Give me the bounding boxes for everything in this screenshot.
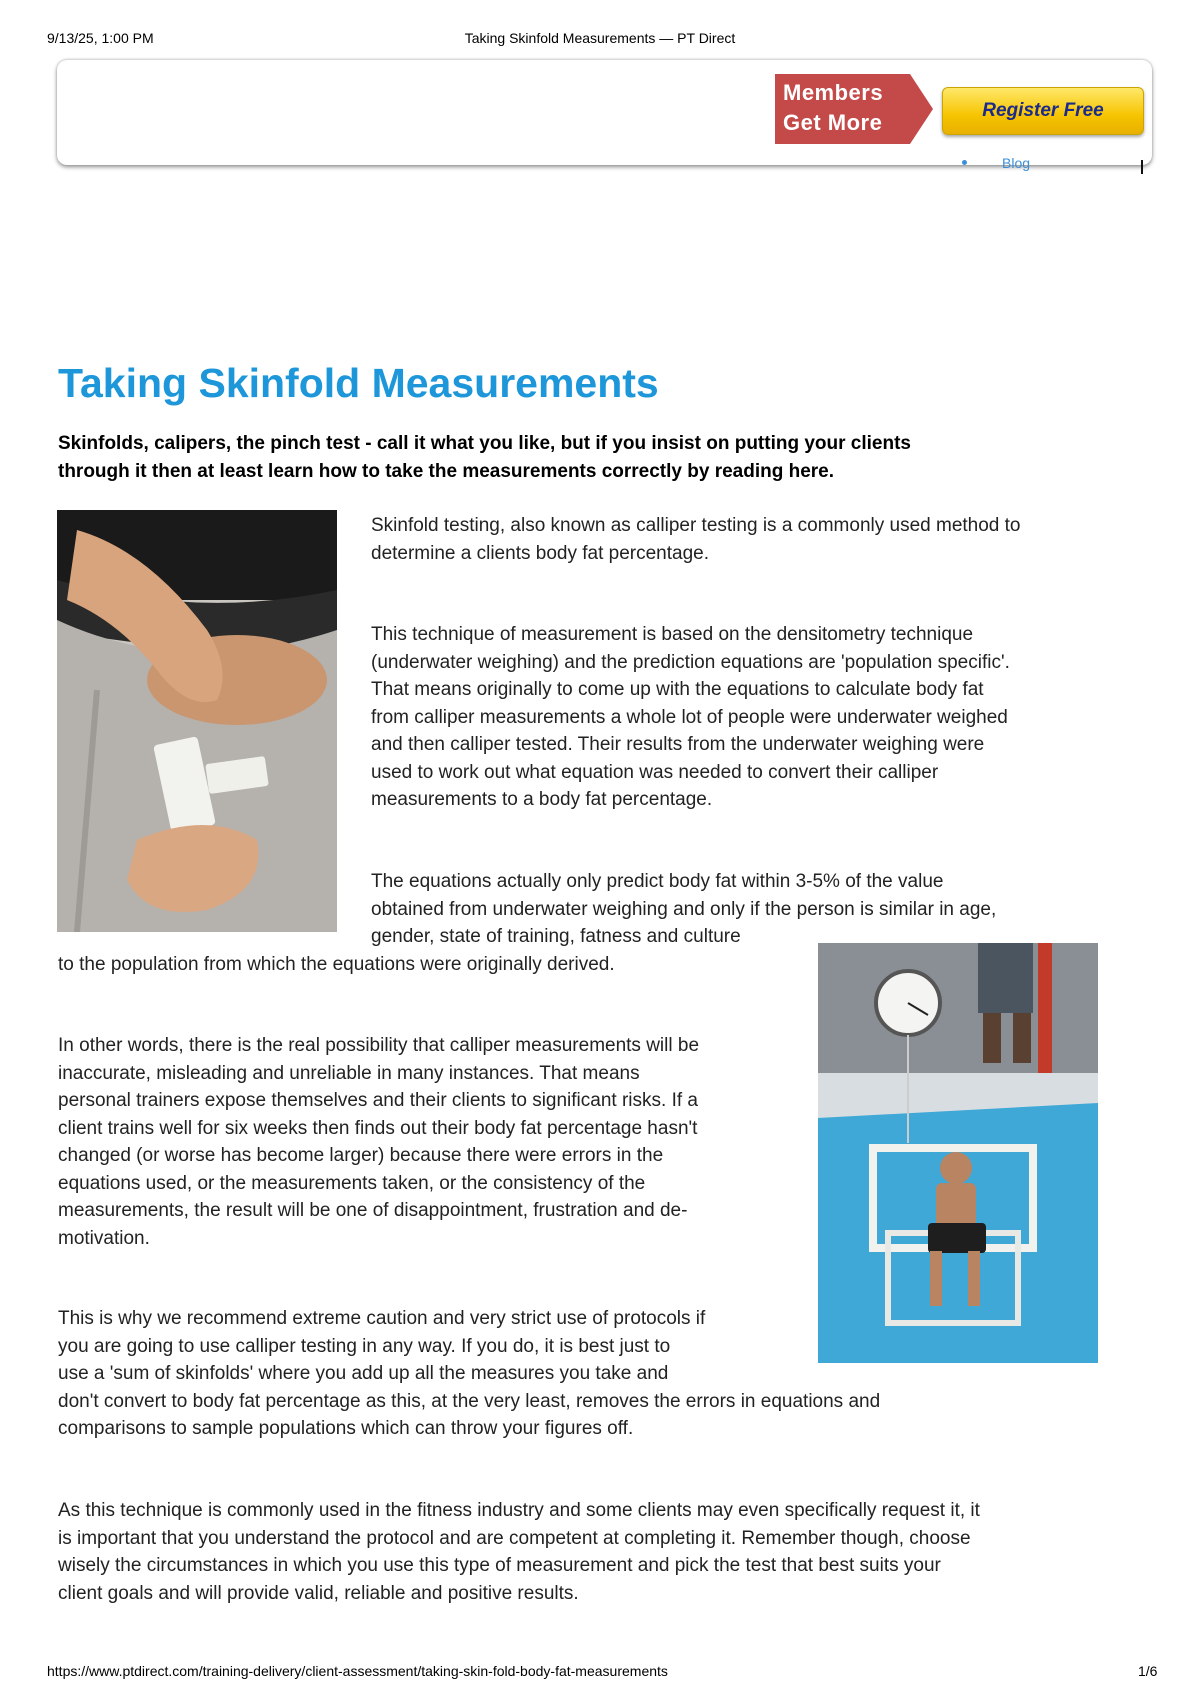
article-lead [58,430,1088,486]
text-line: This is why we recommend extreme caution and very strict use of protocols if [58,1308,706,1329]
members-badge-line2: Get More [783,110,883,135]
text-line: client goals and will provide valid, reliable and positive results. [58,1582,579,1604]
lead-line: through it then at least learn how to take the measurements correctly by reading here. [58,461,835,482]
text-line: (underwater weighing) and the prediction equations are 'population specific'. [371,651,1010,673]
text-line: to the population from which the equations were originally derived. [58,954,615,975]
text-line: used to work out what equation was needed to convert their calliper [371,761,939,783]
nav-link-blog[interactable]: Blog [1002,155,1031,171]
text-line: gender, state of training, fatness and culture [371,926,741,947]
text-line: client trains well for six weeks then finds out their body fat percentage hasn't [58,1117,698,1139]
text-line: from calliper measurements a whole lot of people were underwater weighed [371,706,1008,728]
text-line: Skinfold testing, also known as calliper testing is a commonly used method to [371,515,1021,536]
paragraph-accuracy [371,868,1131,951]
paragraph-intro [371,512,1131,567]
lead-line: Skinfolds, calipers, the pinch test - call it what you like, but if you insist on putting your clients [58,433,911,454]
text-line: obtained from underwater weighing and only if the person is similar in age, [371,898,997,920]
text-line: In other words, there is the real possibility that calliper measurements will be [58,1035,700,1056]
text-line: measurements, the result will be one of disappointment, frustration and de- [58,1200,688,1221]
print-url: https://www.ptdirect.com/training-delivery/client-assessment/taking-skin-fold-body-fat-measurements [47,1663,668,1679]
text-line: and then calliper tested. Their results from the underwater weighing were [371,734,985,755]
paragraph-technique [371,621,1131,814]
page-title: Taking Skinfold Measurements [58,360,659,406]
text-line: measurements to a body fat percentage. [371,789,713,810]
underwater-weighing-photo [818,943,1098,1363]
text-line: motivation. [58,1227,150,1249]
caliper-measurement-photo [57,510,337,932]
paragraph-recommendation [58,1305,1118,1443]
text-line: determine a clients body fat percentage. [371,542,709,564]
paragraph-protocol [58,1497,1118,1607]
text-line: comparisons to sample populations which can throw your figures off. [58,1418,634,1439]
text-line: you are going to use calliper testing in any way. If you do, it is best just to [58,1335,671,1357]
text-line: equations used, or the measurements taken, or the consistency of the [58,1172,646,1194]
nav-divider [1141,160,1143,174]
text-line: inaccurate, misleading and unreliable in many instances. That means [58,1062,640,1084]
text-line: don't convert to body fat percentage as this, at the very least, removes the errors in equations and [58,1390,881,1412]
text-line: personal trainers expose themselves and their clients to significant risks. If a [58,1090,698,1111]
text-line: This technique of measurement is based on the densitometry technique [371,624,974,645]
text-line: is important that you understand the protocol and are competent at completing it. Remember though, choose [58,1527,971,1549]
text-line: changed (or worse has become larger) because there were errors in the [58,1145,664,1166]
text-line: As this technique is commonly used in the fitness industry and some clients may even specifically request it, it [58,1500,980,1521]
members-badge-line1: Members [783,80,884,105]
members-get-more-badge[interactable] [775,74,935,144]
paragraph-risks [58,1032,798,1252]
text-line: use a 'sum of skinfolds' where you add up all the measures you take and [58,1363,669,1384]
print-page-title: Taking Skinfold Measurements — PT Direct [464,30,736,46]
nav-bullet-icon [962,160,967,165]
text-line: The equations actually only predict body fat within 3-5% of the value [371,871,944,892]
text-line: That means originally to come up with the equations to calculate body fat [371,679,984,700]
text-line: wisely the circumstances in which you use this type of measurement and pick the test that best suits your [58,1555,941,1576]
register-free-button[interactable]: Register Free [942,87,1144,135]
print-page-number: 1/6 [1138,1663,1158,1679]
print-datetime: 9/13/25, 1:00 PM [47,30,154,46]
